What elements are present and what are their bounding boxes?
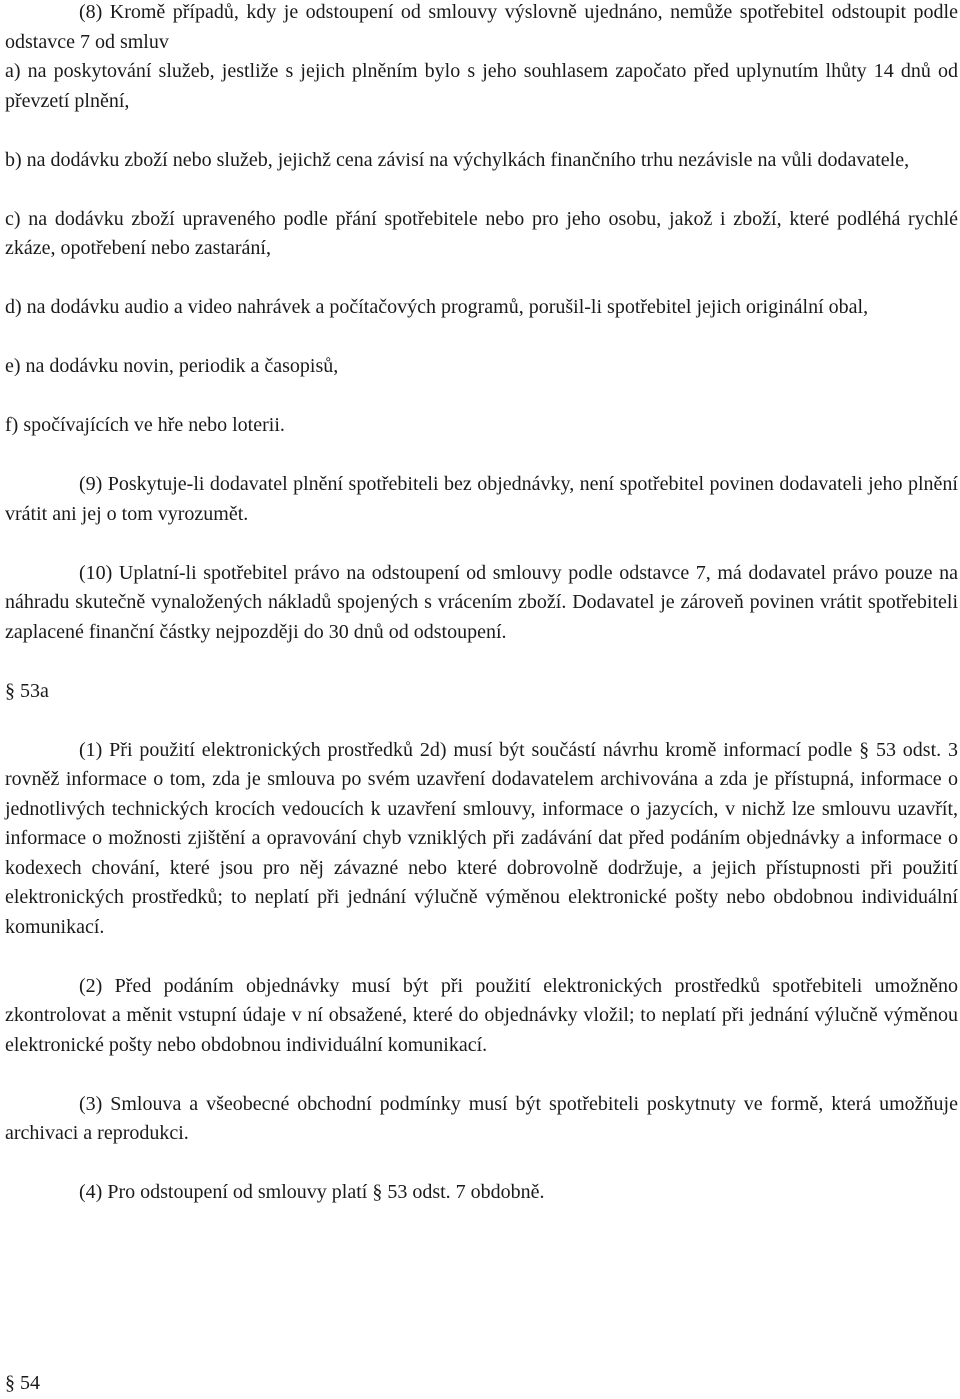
page-number-value: 54 (20, 1372, 40, 1394)
list-item-8c: c) na dodávku zboží upraveného podle přání spotřebitele nebo pro jeho osobu, jakož i zboží, které podléhá rychlé zkáze, opotřebení nebo zastarání, (5, 207, 958, 259)
list-item-8f: f) spočívajících ve hře nebo loterii. (5, 414, 285, 436)
list-item-8b: b) na dodávku zboží nebo služeb, jejichž cena závisí na výchylkách finančního trhu nezávisle na vůli dodavatele, (5, 148, 910, 171)
page-number: § 54 (5, 1372, 40, 1394)
section-53a-paragraph-2: (2) Před podáním objednávky musí být při použití elektronických prostředků spotřebiteli umožněno zkontrolovat a měnit vstupní údaje v ní obsažené, které do objednávky vložil; to neplatí při jednání výlučně výměnou elektronické pošty nebo obdobnou individuální komunikací. (5, 974, 958, 1056)
paragraph-10: (10) Uplatní-li spotřebitel právo na odstoupení od smlouvy podle odstavce 7, má dodavatel právo pouze na náhradu skutečně vynaložených nákladů spojených s vrácením zboží. Dodavatel je zároveň povinen vrátit spotřebiteli zaplacené finanční částky nejpozději do 30 dnů od odstoupení. (5, 561, 958, 643)
list-item-8d: d) na dodávku audio a video nahrávek a počítačových programů, porušil-li spotřebitel jejich originální obal, (5, 296, 869, 318)
document-page (5, 0, 958, 1237)
paragraph-9: (9) Poskytuje-li dodavatel plnění spotřebiteli bez objednávky, není spotřebitel povinen dodavateli jeho plnění vrátit ani jej o tom vyrozumět. (5, 473, 958, 525)
section-53a-paragraph-3: (3) Smlouva a všeobecné obchodní podmínky musí být spotřebiteli poskytnuty ve formě, která umožňuje archivaci a reprodukci. (5, 1092, 958, 1144)
section-heading-53a: § 53a (5, 679, 49, 702)
section-53a-paragraph-1: (1) Při použití elektronických prostředků 2d) musí být součástí návrhu kromě informací podle § 53 odst. 3 rovněž informace o tom, zda je smlouva po svém uzavření dodavatelem archivována a zda je přístupná, informace o jednotlivých technických krocích vedoucích k uzavření smlouvy, informace o jazycích, v nichž lze smlouvu uzavřít, informace o možnosti zjištění a opravování chyb vzniklých při zadávání dat před podáním objednávky a informace o kodexech chování, které jsou pro něj závazné nebo které dobrovolně dodržuje, a jejich přístupnosti při použití elektronických prostředků; to neplatí při jednání výlučně výměnou elektronické pošty nebo obdobnou individuální komunikací. (5, 738, 958, 938)
list-item-8e: e) na dodávku novin, periodik a časopisů, (5, 355, 339, 377)
list-item-8a: a) na poskytování služeb, jestliže s jejich plněním bylo s jeho souhlasem započato před uplynutím lhůty 14 dnů od převzetí plnění, (5, 60, 958, 112)
paragraph-8-intro: (8) Kromě případů, kdy je odstoupení od smlouvy výslovně ujednáno, nemůže spotřebitel odstoupit podle odstavce 7 od smluv (5, 1, 958, 53)
section-53a-paragraph-4: (4) Pro odstoupení od smlouvy platí § 53 odst. 7 obdobně. (79, 1181, 545, 1203)
